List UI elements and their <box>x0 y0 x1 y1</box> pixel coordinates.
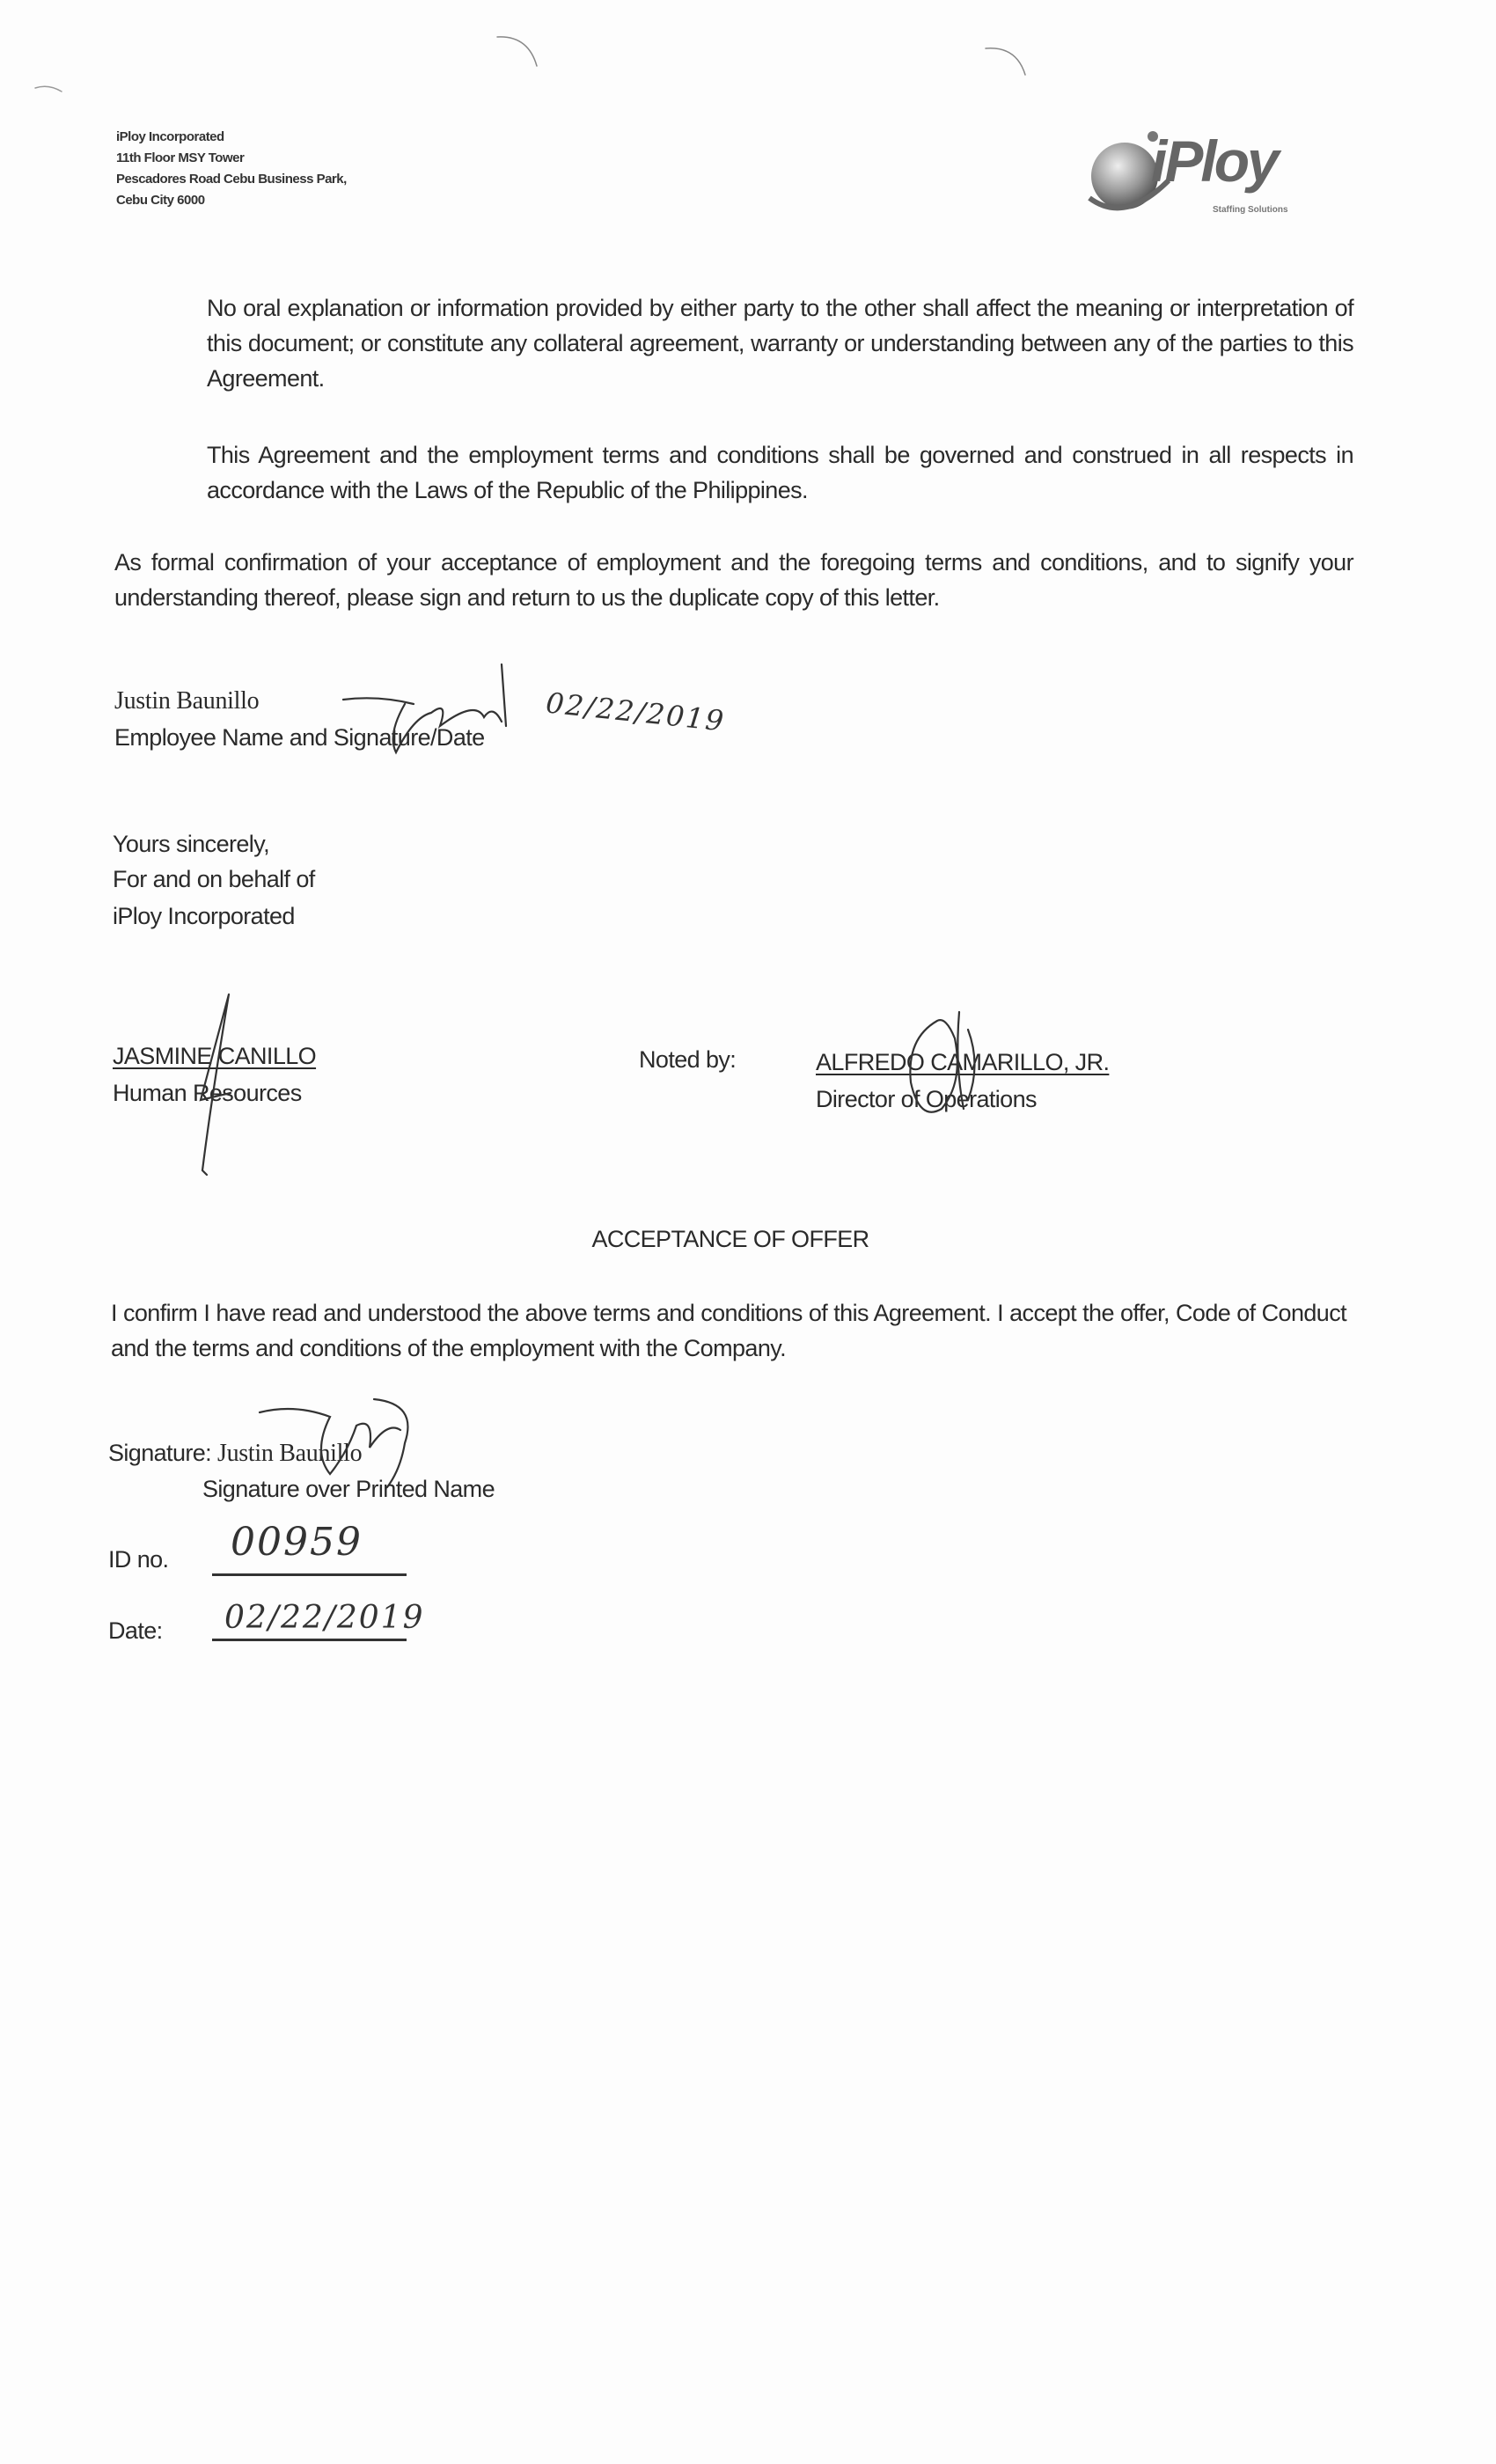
paragraph-oral-explanation: No oral explanation or information provided by either party to the other shall affect the meaning or interpretation of this document; or constitute any collateral agreement, warranty or understanding between any of the parties to this Agreement. <box>207 295 1353 392</box>
director-name: ALFREDO CAMARILLO, JR. <box>816 1049 1110 1075</box>
address-line: Cebu City 6000 <box>116 193 205 208</box>
closing-line: For and on behalf of <box>113 866 315 892</box>
id-label: ID no. <box>108 1546 169 1573</box>
address-line: 11th Floor MSY Tower <box>116 150 245 165</box>
employee-name: Justin Baunillo <box>114 687 260 715</box>
closing-line: iPloy Incorporated <box>113 903 295 929</box>
date-value: 02/22/2019 <box>224 1600 425 1636</box>
company-logo <box>1081 128 1327 224</box>
director-signature-scribble <box>906 1012 994 1126</box>
date-underline <box>212 1639 407 1641</box>
employee-signature-label: Employee Name and Signature/Date <box>114 724 485 751</box>
director-title: Director of Operations <box>816 1086 1037 1112</box>
signature-caption: Signature over Printed Name <box>202 1476 495 1502</box>
paragraph-governing-law: This Agreement and the employment terms and conditions shall be governed and construed in all respects in accordance with the Laws of the Republic of the Philippines. <box>207 442 1353 503</box>
id-underline <box>212 1573 407 1576</box>
id-value: 00959 <box>231 1520 363 1565</box>
hr-title: Human Resources <box>113 1080 302 1106</box>
scan-mark-arcs <box>0 0 1496 106</box>
employee-handwritten-date: 02/22/2019 <box>544 686 727 738</box>
logo-wordmark: iPloy <box>1151 128 1277 194</box>
date-label: Date: <box>108 1617 163 1644</box>
logo-tagline: Staffing Solutions <box>1213 205 1288 215</box>
signature-printed-name: Justin Baunillo <box>217 1440 363 1467</box>
address-line: iPloy Incorporated <box>116 129 224 144</box>
signature-label-text: Signature: <box>108 1440 212 1466</box>
address-line: Pescadores Road Cebu Business Park, <box>116 172 347 187</box>
closing-line: Yours sincerely, <box>113 831 269 857</box>
acceptance-heading: ACCEPTANCE OF OFFER <box>591 1226 869 1252</box>
hr-name: JASMINE CANILLO <box>113 1043 317 1069</box>
noted-by-label: Noted by: <box>639 1046 737 1073</box>
acceptance-text: I confirm I have read and understood the above terms and conditions of this Agreement. I accept the offer, Code of Conduct and the terms and conditions of the employment with the Company. <box>111 1300 1346 1361</box>
hr-signature-scribble <box>176 994 246 1179</box>
paragraph-confirmation: As formal confirmation of your acceptance of employment and the foregoing terms and conditions, and to signify your understanding thereof, please sign and return to us the duplicate copy of this letter. <box>114 549 1353 611</box>
employee-signature-scribble <box>343 664 572 761</box>
